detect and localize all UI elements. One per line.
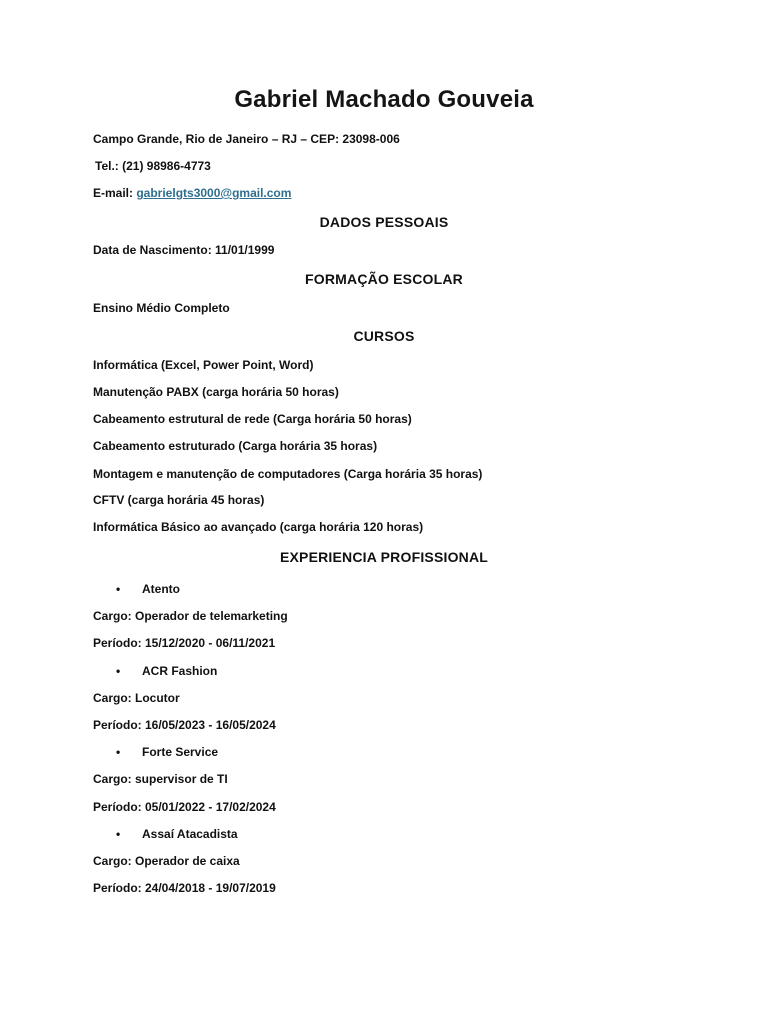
course-item: Informática (Excel, Power Point, Word) bbox=[93, 358, 314, 372]
heading-cursos: CURSOS bbox=[353, 328, 415, 344]
email-line bbox=[93, 185, 291, 201]
address-line: Campo Grande, Rio de Janeiro – RJ – CEP: 23098-006 bbox=[93, 132, 400, 146]
course-item: Informática Básico ao avançado (carga horária 120 horas) bbox=[93, 520, 424, 534]
phone-line: Tel.: (21) 98986-4773 bbox=[95, 159, 211, 173]
job-period: Período: 16/05/2023 - 16/05/2024 bbox=[93, 718, 276, 732]
company-name: Atento bbox=[142, 582, 180, 596]
job-role: Cargo: Locutor bbox=[93, 691, 180, 705]
course-item: Cabeamento estrutural de rede (Carga horária 50 horas) bbox=[93, 412, 412, 426]
job-role: Cargo: supervisor de TI bbox=[93, 772, 228, 786]
heading-dados-pessoais: DADOS PESSOAIS bbox=[319, 214, 449, 230]
job-period: Período: 15/12/2020 - 06/11/2021 bbox=[93, 636, 276, 650]
email-label: E-mail: bbox=[93, 186, 137, 200]
birth-date: Data de Nascimento: 11/01/1999 bbox=[93, 243, 275, 257]
company-name: Assaí Atacadista bbox=[142, 827, 238, 841]
email-link[interactable]: gabrielgts3000@gmail.com bbox=[136, 186, 292, 200]
job-company bbox=[116, 744, 218, 760]
bullet-icon: • bbox=[116, 827, 121, 841]
job-period: Período: 05/01/2022 - 17/02/2024 bbox=[93, 800, 276, 814]
heading-experiencia-profissional: EXPERIENCIA PROFISSIONAL bbox=[279, 549, 489, 565]
job-role: Cargo: Operador de caixa bbox=[93, 854, 240, 868]
job-role: Cargo: Operador de telemarketing bbox=[93, 609, 288, 623]
bullet-icon: • bbox=[116, 745, 121, 759]
course-item: CFTV (carga horária 45 horas) bbox=[93, 493, 265, 507]
course-item: Cabeamento estruturado (Carga horária 35 horas) bbox=[93, 439, 378, 453]
bullet-icon: • bbox=[116, 664, 121, 678]
job-company bbox=[116, 663, 217, 679]
company-name: Forte Service bbox=[142, 745, 219, 759]
company-name: ACR Fashion bbox=[142, 664, 218, 678]
bullet-icon: • bbox=[116, 582, 121, 596]
job-company bbox=[116, 826, 238, 842]
page-title: Gabriel Machado Gouveia bbox=[234, 86, 534, 113]
course-item: Montagem e manutenção de computadores (Carga horária 35 horas) bbox=[93, 467, 483, 481]
education-item: Ensino Médio Completo bbox=[93, 301, 230, 315]
heading-formacao-escolar: FORMAÇÃO ESCOLAR bbox=[305, 271, 463, 287]
job-period: Período: 24/04/2018 - 19/07/2019 bbox=[93, 881, 276, 895]
course-item: Manutenção PABX (carga horária 50 horas) bbox=[93, 385, 339, 399]
job-company bbox=[116, 581, 180, 597]
